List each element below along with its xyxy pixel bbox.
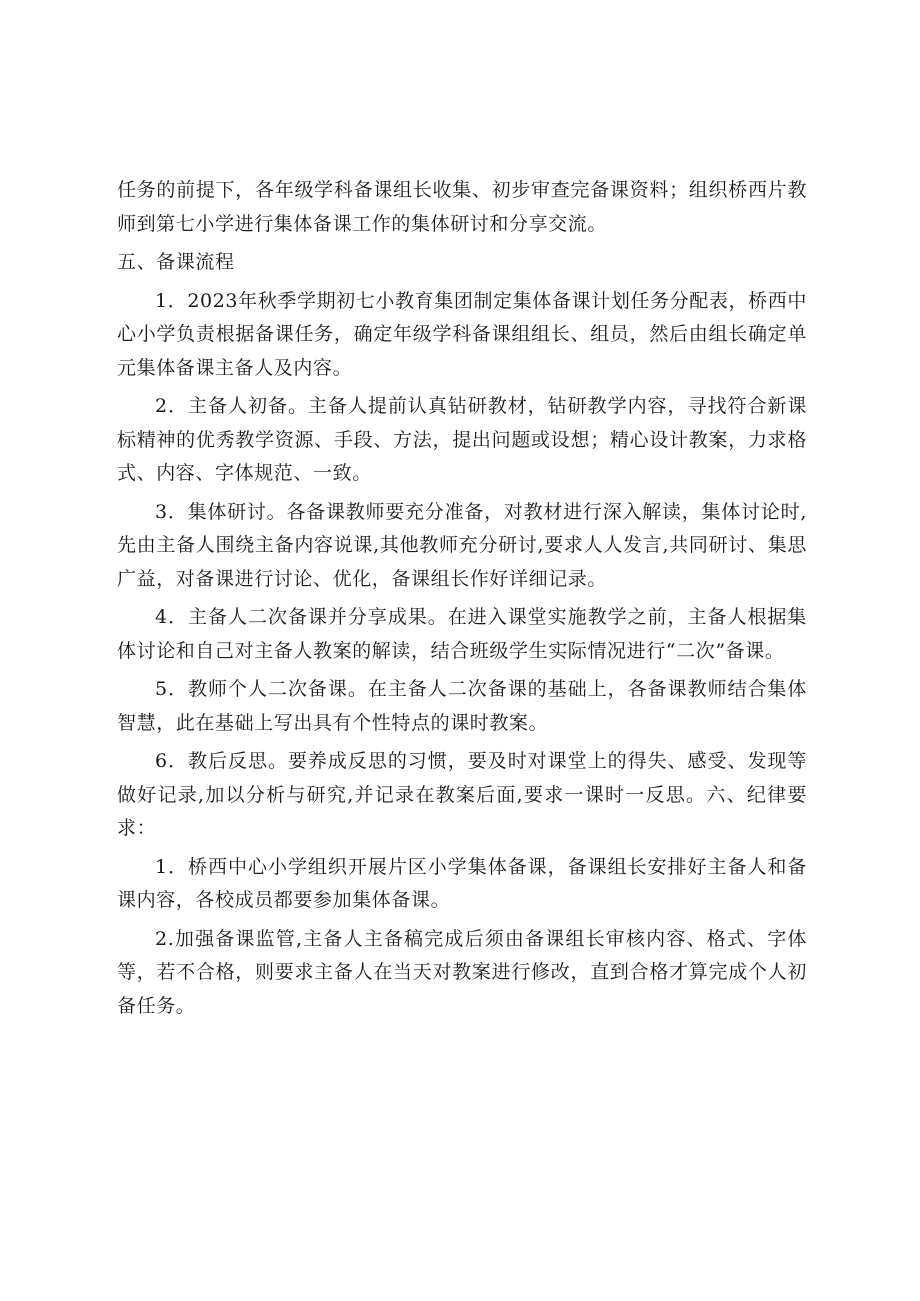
list-item: 2.加强备课监管,主备人主备稿完成后须由备课组长审核内容、格式、字体等，若不合格，则要求主备人在当天对教案进行修改，直到合格才算完成个人初备任务。 — [117, 927, 807, 1017]
list-item: 2．主备人初备。主备人提前认真钻研教材，钻研教学内容，寻找符合新课标精神的优秀教学资源、手段、方法，提出问题或设想；精心设计教案，力求格式、内容、字体规范、一致。 — [117, 395, 807, 484]
list-item: 4．主备人二次备课并分享成果。在进入课堂实施教学之前，主备人根据集体讨论和自己对主备人教案的解读，结合班级学生实际情况进行“二次”备课。 — [117, 606, 807, 662]
document-body — [117, 174, 807, 1028]
list-item: 6．教后反思。要养成反思的习惯，要及时对课堂上的得失、感受、发现等做好记录,加以分析与研究,并记录在教案后面,要求一课时一反思。六、纪律要求： — [117, 750, 807, 839]
list-item: 1．2023年秋季学期初七小教育集团制定集体备课计划任务分配表，桥西中心小学负责根据备课任务，确定年级学科备课组组长、组员，然后由组长确定单元集体备课主备人及内容。 — [117, 289, 807, 379]
list-item: 3．集体研讨。各备课教师要充分准备，对教材进行深入解读，集体讨论时,先由主备人围绕主备内容说课,其他教师充分研讨,要求人人发言,共同研讨、集思广益，对备课进行讨论、优化，备课组长作好详细记录。 — [117, 500, 807, 590]
list-item: 5．教师个人二次备课。在主备人二次备课的基础上，各备课教师结合集体智慧，此在基础上写出具有个性特点的课时教案。 — [117, 678, 807, 734]
list-item: 1．桥西中心小学组织开展片区小学集体备课，备课组长安排好主备人和备课内容，各校成员都要参加集体备课。 — [117, 855, 807, 911]
paragraph-continuation: 任务的前提下，各年级学科备课组长收集、初步审查完备课资料；组织桥西片教师到第七小学进行集体备课工作的集体研讨和分享交流。 — [117, 179, 807, 235]
section-heading-lesson-process: 五、备课流程 — [117, 251, 235, 273]
